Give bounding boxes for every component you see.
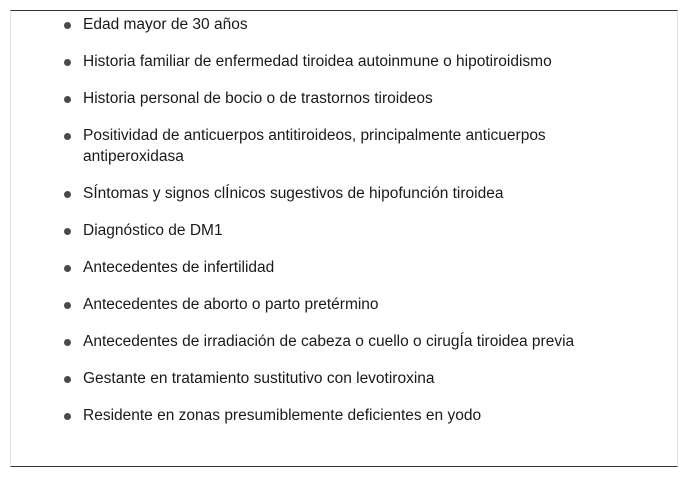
list-item-text: Historia familiar de enfermedad tiroidea autoinmune o hipotiroidismo [83,53,552,70]
list-item-text: Positividad de anticuerpos antitiroideos, principalmente anticuerpos antiperoxidasa [83,127,546,165]
list-item-text: Antecedentes de infertilidad [83,259,275,276]
list-item [11,14,677,35]
bullet-icon [64,59,71,66]
bullet-icon [64,133,71,140]
bullet-icon [64,376,71,383]
list-item [11,294,677,315]
bullet-icon [64,228,71,235]
list-item [11,125,677,167]
list-item [11,88,677,109]
list-item [11,331,677,352]
list-item [11,257,677,278]
criteria-list [11,14,677,442]
bullet-icon [64,265,71,272]
bullet-icon [64,22,71,29]
list-item-text: SÍntomas y signos clÍnicos sugestivos de hipofunción tiroidea [83,185,504,202]
list-item-text: Historia personal de bocio o de trastornos tiroideos [83,90,433,107]
criteria-panel [10,10,678,467]
list-item [11,51,677,72]
list-item-text: Diagnóstico de DM1 [83,222,223,239]
list-item-text: Residente en zonas presumiblemente deficientes en yodo [83,407,482,424]
list-item-text: Edad mayor de 30 años [83,16,248,33]
bullet-icon [64,96,71,103]
list-item [11,220,677,241]
bullet-icon [64,302,71,309]
list-item-text: Antecedentes de aborto o parto pretérmino [83,296,379,313]
list-item-text: Antecedentes de irradiación de cabeza o cuello o cirugÍa tiroidea previa [83,333,575,350]
bullet-icon [64,191,71,198]
list-item-text: Gestante en tratamiento sustitutivo con levotiroxina [83,370,435,387]
list-item [11,368,677,389]
list-item [11,405,677,426]
bullet-icon [64,413,71,420]
bullet-icon [64,339,71,346]
list-item [11,183,677,204]
